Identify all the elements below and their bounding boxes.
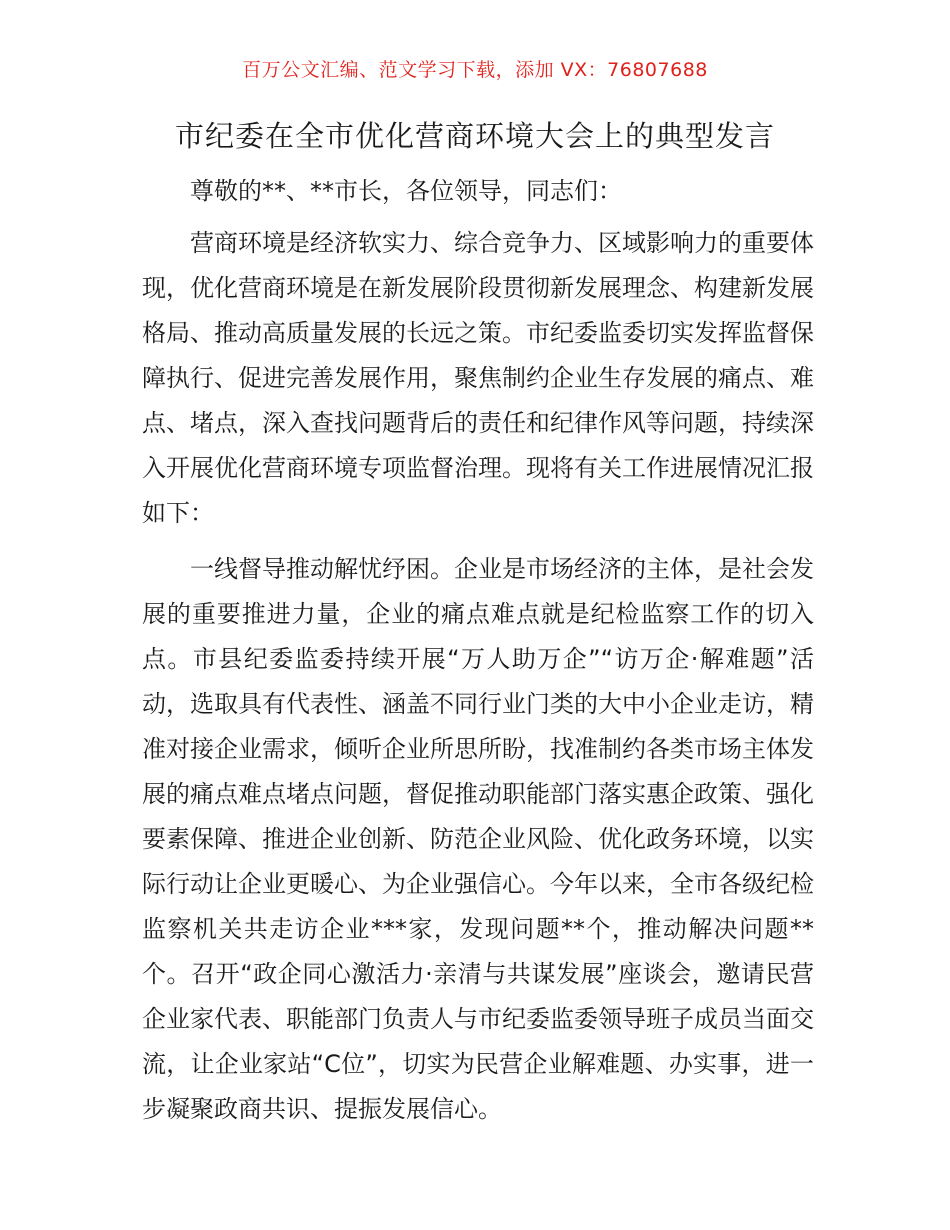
paragraph-intro: 营商环境是经济软实力、综合竞争力、区域影响力的重要体现，优化营商环境是在新发展阶段贯彻新发展理念、构建新发展格局、推动高质量发展的长远之策。市纪委监委切实发挥监督保障执行、促进完善发展作用，聚焦制约企业生存发展的痛点、难点、堵点，深入查找问题背后的责任和纪律作风等问题，持续深入开展优化营商环境专项监督治理。现将有关工作进展情况汇报如下： bbox=[142, 229, 814, 527]
header-banner: 百万公文汇编、范文学习下载，添加 VX：76807688 bbox=[242, 59, 708, 81]
document-body bbox=[142, 169, 814, 1132]
paragraph-frontline-supervision: 一线督导推动解忧纾困。企业是市场经济的主体，是社会发展的重要推进力量，企业的痛点难点就是纪检监察工作的切入点。市县纪委监委持续开展“万人助万企”“访万企·解难题”活动，选取具有代表性、涵盖不同行业门类的大中小企业走访，精准对接企业需求，倾听企业所思所盼，找准制约各类市场主体发展的痛点难点堵点问题，督促推动职能部门落实惠企政策、强化要素保障、推进企业创新、防范企业风险、优化政务环境，以实际行动让企业更暖心、为企业强信心。今年以来，全市各级纪检监察机关共走访企业***家，发现问题**个，推动解决问题**个。召开“政企同心激活力·亲清与共谋发展”座谈会，邀请民营企业家代表、职能部门负责人与市纪委监委领导班子成员当面交流，让企业家站“C位”，切实为民营企业解难题、办实事，进一步凝聚政商共识、提振发展信心。 bbox=[142, 555, 814, 1123]
salutation: 尊敬的**、**市长，各位领导，同志们： bbox=[190, 177, 622, 205]
document-title: 市纪委在全市优化营商环境大会上的典型发言 bbox=[174, 119, 775, 153]
